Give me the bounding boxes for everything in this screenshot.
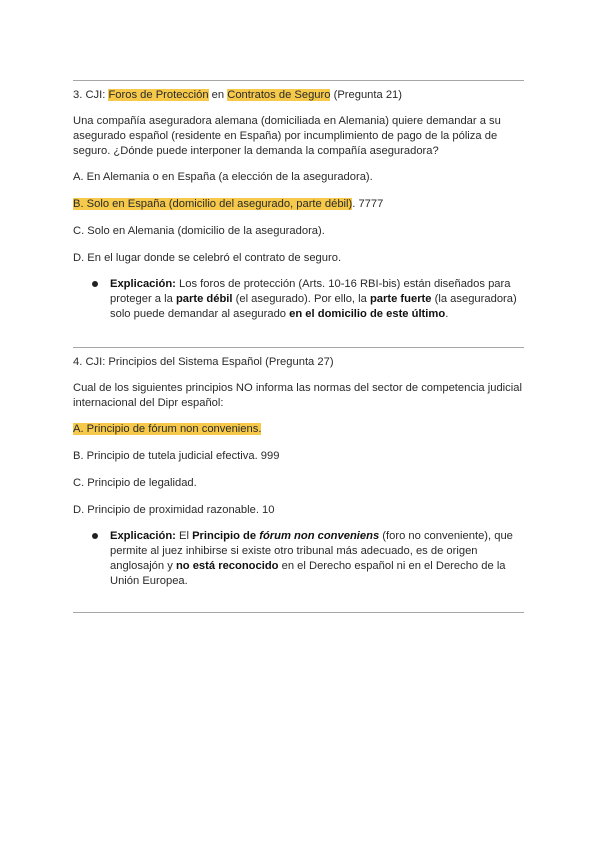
q3-topic-b: Contratos de Seguro	[227, 89, 331, 101]
q3-explanation-bold-domicile: en el domicilio de este último	[289, 308, 446, 320]
q4-option-d: D. Principio de proximidad razonable. 10	[73, 504, 275, 516]
q3-bullet	[92, 281, 98, 287]
divider-top	[73, 80, 524, 81]
q4-explanation-line-1	[110, 529, 570, 544]
q3-option-b	[73, 197, 533, 212]
q4-explanation-label: Explicación:	[110, 530, 176, 542]
q4-explanation-text-3a: anglosajón y	[110, 560, 176, 572]
q4-explanation-text-1b: (foro no conveniente), que	[379, 530, 513, 542]
q4-explanation-bold-not-recognized: no está reconocido	[175, 560, 279, 572]
q4-explanation-bold-principle: Principio de	[192, 530, 260, 542]
q3-prompt-line-3: seguro. ¿Dónde puede interponer la demanda la compañía aseguradora?	[73, 145, 439, 157]
q4-bullet	[92, 533, 98, 539]
q3-explanation-line-3	[110, 307, 570, 322]
q4-explanation-bolditalic-fnc: fórum non conveniens	[259, 530, 380, 542]
q3-explanation-bold-weak: parte débil	[175, 293, 233, 305]
q3-connector: en	[208, 89, 228, 101]
q4-option-a-answer: A. Principio de fórum non conveniens.	[73, 423, 262, 435]
q3-number: 3. CJI:	[73, 89, 109, 101]
q4-option-c: C. Principio de legalidad.	[73, 477, 197, 489]
q3-option-a: A. En Alemania o en España (a elección de la aseguradora).	[73, 171, 373, 183]
q3-explanation-text-3b: .	[445, 308, 449, 320]
q3-explanation-text-2a: proteger a la	[110, 293, 176, 305]
q3-explanation-label: Explicación:	[110, 278, 176, 290]
q3-explanation-text-1: Los foros de protección (Arts. 10-16 RBI-bis) están diseñados para	[175, 278, 511, 290]
q3-prompt-line-2: asegurado español (residente en España) por incumplimiento de pago de la póliza de	[73, 130, 498, 142]
q4-option-a	[73, 422, 533, 437]
q4-prompt-line-2: internacional del Dipr español:	[73, 397, 224, 409]
q4-explanation-line-2: permite al juez inhibirse si existe otro tribunal más adecuado, es de origen	[110, 545, 478, 557]
q3-explanation-line-2	[110, 292, 570, 307]
q3-question-ref: (Pregunta 21)	[330, 89, 403, 101]
q3-prompt-line-1: Una compañía aseguradora alemana (domiciliada en Alemania) quiere demandar a su	[73, 115, 501, 127]
q3-option-b-suffix: . 7777	[352, 198, 384, 210]
q3-explanation-text-2b: (el asegurado). Por ello, la	[232, 293, 370, 305]
q4-explanation-line-4: Unión Europea.	[110, 575, 188, 587]
q4-option-b: B. Principio de tutela judicial efectiva. 999	[73, 450, 280, 462]
q3-explanation-text-2c: (la aseguradora)	[431, 293, 517, 305]
q3-option-d: D. En el lugar donde se celebró el contrato de seguro.	[73, 252, 342, 264]
q4-title: 4. CJI: Principios del Sistema Español (Pregunta 27)	[73, 356, 334, 368]
q4-explanation-line-3	[110, 559, 570, 574]
q3-explanation-text-3a: solo puede demandar al asegurado	[110, 308, 290, 320]
q3-topic-a: Foros de Protección	[108, 89, 209, 101]
divider-bottom	[73, 612, 524, 613]
q4-explanation-text-3b: en el Derecho español ni en el Derecho de la	[278, 560, 506, 572]
q4-prompt-line-1: Cual de los siguientes principios NO informa las normas del sector de competencia judicial	[73, 382, 522, 394]
divider-middle	[73, 347, 524, 348]
q3-option-c: C. Solo en Alemania (domicilio de la aseguradora).	[73, 225, 325, 237]
q3-explanation-bold-strong: parte fuerte	[369, 293, 432, 305]
q3-explanation-line-1	[110, 277, 570, 292]
q3-option-b-answer: B. Solo en España (domicilio del asegurado, parte débil)	[73, 198, 353, 210]
q4-explanation-text-1a: El	[175, 530, 193, 542]
q3-title	[73, 88, 533, 103]
